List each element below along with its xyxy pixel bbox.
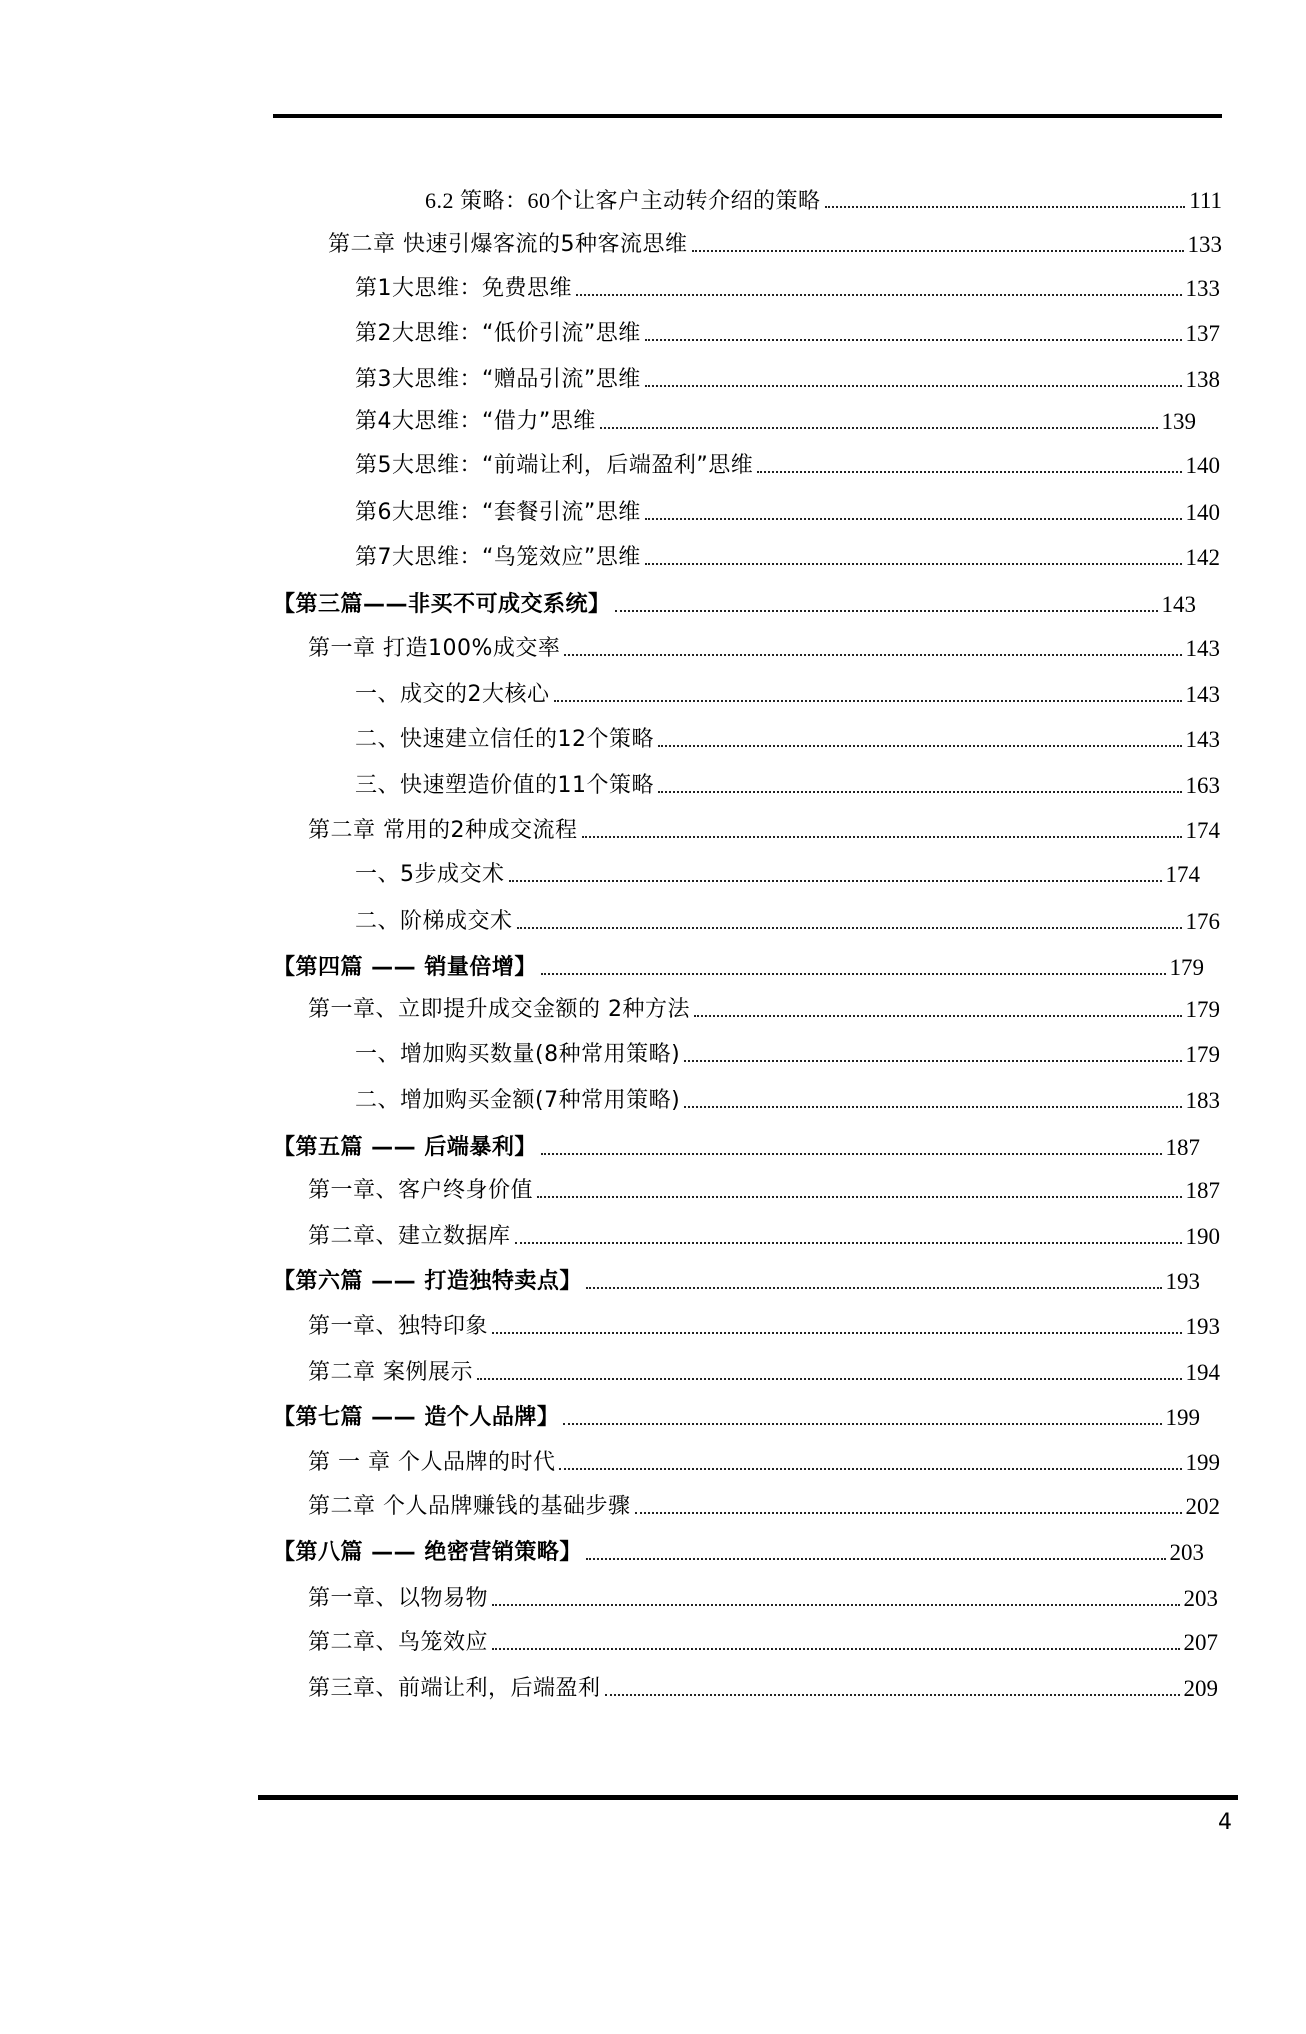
toc-entry-page: 163 <box>1185 773 1220 798</box>
toc-entry-page: 187 <box>1185 1178 1220 1203</box>
dot-leader <box>605 1674 1180 1704</box>
toc-section-entry[interactable] <box>273 953 1204 983</box>
toc-subsection-entry[interactable] <box>355 365 1220 395</box>
toc-entry-title: 【第六篇 —— 打造独特卖点】 <box>273 1269 582 1294</box>
dot-leader <box>684 1040 1181 1070</box>
toc-chapter-entry[interactable] <box>308 1312 1220 1342</box>
toc-entry-page: 203 <box>1169 1540 1204 1565</box>
toc-section-entry[interactable] <box>273 1267 1200 1297</box>
toc-subsection-entry[interactable] <box>355 274 1220 304</box>
toc-entry-title: 二、阶梯成交术 <box>355 909 513 934</box>
toc-entry-page: 139 <box>1161 409 1196 434</box>
toc-subsection-entry[interactable] <box>355 771 1220 801</box>
toc-section-entry[interactable] <box>273 1403 1200 1433</box>
toc-chapter-entry[interactable] <box>328 230 1222 260</box>
dot-leader <box>541 953 1166 983</box>
toc-entry-title: 第5大思维：“前端让利，后端盈利”思维 <box>355 453 754 478</box>
dot-leader <box>515 1222 1182 1252</box>
toc-entry-page: 133 <box>1185 276 1220 301</box>
dot-leader <box>517 907 1182 937</box>
toc-entry-page: 183 <box>1185 1088 1220 1113</box>
dot-leader <box>564 634 1181 664</box>
toc-section-entry[interactable] <box>273 590 1196 620</box>
toc-subsection-entry[interactable] <box>355 498 1220 528</box>
toc-entry-title: 一、增加购买数量(8种常用策略) <box>355 1042 681 1067</box>
toc-entry-title: 【第五篇 —— 后端暴利】 <box>273 1135 537 1160</box>
toc-entry-page: 143 <box>1185 682 1220 707</box>
toc-entry-page: 203 <box>1183 1586 1218 1611</box>
dot-leader <box>692 230 1184 260</box>
toc-subsection-entry[interactable] <box>355 860 1200 890</box>
toc-entry-title: 第一章 打造100%成交率 <box>308 636 561 661</box>
toc-entry-page: 174 <box>1165 862 1200 887</box>
toc-entry-page: 174 <box>1185 818 1220 843</box>
dot-leader <box>541 1133 1162 1163</box>
toc-chapter-entry[interactable] <box>308 1448 1220 1478</box>
toc-entry-title: 二、增加购买金额(7种常用策略) <box>355 1088 681 1113</box>
toc-entry-title: 第一章、立即提升成交金额的 2种方法 <box>308 997 690 1022</box>
toc-entry-title: 【第七篇 —— 造个人品牌】 <box>273 1405 560 1430</box>
dot-leader <box>509 860 1162 890</box>
toc-subsection-entry[interactable] <box>425 186 1222 216</box>
page-number: 4 <box>1218 1810 1232 1835</box>
dot-leader <box>582 816 1182 846</box>
toc-entry-title: 第2大思维：“低价引流”思维 <box>355 321 641 346</box>
toc-subsection-entry[interactable] <box>355 407 1196 437</box>
dot-leader <box>658 725 1182 755</box>
dot-leader <box>645 543 1182 573</box>
toc-entry-title: 【第八篇 —— 绝密营销策略】 <box>273 1540 582 1565</box>
toc-entry-title: 第4大思维：“借力”思维 <box>355 409 596 434</box>
toc-chapter-entry[interactable] <box>308 1492 1220 1522</box>
dot-leader <box>586 1267 1162 1297</box>
dot-leader <box>559 1448 1181 1478</box>
toc-section-entry[interactable] <box>273 1133 1200 1163</box>
toc-chapter-entry[interactable] <box>308 1222 1220 1252</box>
toc-entry-page: 143 <box>1161 592 1196 617</box>
dot-leader <box>563 1403 1161 1433</box>
toc-subsection-entry[interactable] <box>355 451 1220 481</box>
toc-subsection-entry[interactable] <box>355 543 1220 573</box>
dot-leader <box>477 1358 1182 1388</box>
toc-entry-title: 第一章、以物易物 <box>308 1586 489 1611</box>
toc-entry-page: 194 <box>1185 1360 1220 1385</box>
toc-entry-title: 第二章 个人品牌赚钱的基础步骤 <box>308 1494 631 1519</box>
dot-leader <box>757 451 1181 481</box>
dot-leader <box>576 274 1182 304</box>
toc-entry-page: 179 <box>1185 997 1220 1022</box>
dot-leader <box>645 365 1182 395</box>
dot-leader <box>492 1628 1179 1658</box>
dot-leader <box>554 680 1182 710</box>
toc-chapter-entry[interactable] <box>308 1358 1220 1388</box>
dot-leader <box>645 319 1182 349</box>
toc-entry-page: 190 <box>1185 1224 1220 1249</box>
toc-entry-page: 179 <box>1185 1042 1220 1067</box>
toc-entry-page: 207 <box>1183 1630 1218 1655</box>
toc-chapter-entry[interactable] <box>308 634 1220 664</box>
toc-entry-page: 143 <box>1185 636 1220 661</box>
dot-leader <box>825 186 1186 216</box>
toc-entry-title: 第二章、鸟笼效应 <box>308 1630 489 1655</box>
toc-entry-title: 第二章 案例展示 <box>308 1360 473 1385</box>
dot-leader <box>537 1176 1181 1206</box>
toc-section-entry[interactable] <box>273 1538 1204 1568</box>
toc-entry-page: 142 <box>1185 545 1220 570</box>
toc-entry-page: 187 <box>1165 1135 1200 1160</box>
toc-entry-title: 二、快速建立信任的12个策略 <box>355 727 654 752</box>
toc-entry-title: 【第三篇——非买不可成交系统】 <box>273 592 611 617</box>
toc-entry-title: 第6大思维：“套餐引流”思维 <box>355 500 641 525</box>
dot-leader <box>492 1312 1181 1342</box>
toc-subsection-entry[interactable] <box>355 907 1220 937</box>
toc-subsection-entry[interactable] <box>355 1040 1220 1070</box>
toc-entry-title: 一、成交的2大核心 <box>355 682 550 707</box>
toc-chapter-entry[interactable] <box>308 816 1220 846</box>
toc-subsection-entry[interactable] <box>355 319 1220 349</box>
toc-entry-page: 199 <box>1165 1405 1200 1430</box>
footer-rule <box>258 1795 1238 1800</box>
toc-entry-title: 一、5步成交术 <box>355 862 505 887</box>
toc-entry-page: 176 <box>1185 909 1220 934</box>
toc-entry-page: 137 <box>1185 321 1220 346</box>
dot-leader <box>600 407 1158 437</box>
toc-chapter-entry[interactable] <box>308 1674 1218 1704</box>
toc-entry-page: 209 <box>1183 1676 1218 1701</box>
toc-entry-page: 140 <box>1185 500 1220 525</box>
dot-leader <box>586 1538 1166 1568</box>
toc-subsection-entry[interactable] <box>355 725 1220 755</box>
toc-entry-page: 199 <box>1185 1450 1220 1475</box>
toc-subsection-entry[interactable] <box>355 1086 1220 1116</box>
toc-entry-page: 193 <box>1185 1314 1220 1339</box>
toc-entry-page: 143 <box>1185 727 1220 752</box>
toc-entry-page: 179 <box>1169 955 1204 980</box>
toc-entry-page: 202 <box>1185 1494 1220 1519</box>
toc-entry-title: 第二章 常用的2种成交流程 <box>308 818 578 843</box>
toc-entry-title: 第3大思维：“赠品引流”思维 <box>355 367 641 392</box>
toc-entry-title: 第一章、独特印象 <box>308 1314 489 1339</box>
toc-chapter-entry[interactable] <box>308 1176 1220 1206</box>
toc-chapter-entry[interactable] <box>308 1584 1218 1614</box>
dot-leader <box>615 590 1158 620</box>
header-rule <box>273 114 1222 118</box>
toc-entry-page: 133 <box>1187 232 1222 257</box>
toc-subsection-entry[interactable] <box>355 680 1220 710</box>
toc-entry-title: 第1大思维：免费思维 <box>355 276 572 301</box>
dot-leader <box>658 771 1182 801</box>
toc-entry-title: 第二章、建立数据库 <box>308 1224 511 1249</box>
toc-entry-title: 第二章 快速引爆客流的5种客流思维 <box>328 232 688 257</box>
toc-entry-title: 第三章、前端让利，后端盈利 <box>308 1676 601 1701</box>
toc-chapter-entry[interactable] <box>308 995 1220 1025</box>
toc-entry-page: 140 <box>1185 453 1220 478</box>
toc-chapter-entry[interactable] <box>308 1628 1218 1658</box>
toc-entry-page: 193 <box>1165 1269 1200 1294</box>
dot-leader <box>645 498 1182 528</box>
toc-entry-page: 111 <box>1189 188 1222 213</box>
toc-entry-page: 138 <box>1185 367 1220 392</box>
toc-entry-title: 6.2 策略：60个让客户主动转介绍的策略 <box>425 188 821 213</box>
dot-leader <box>694 995 1182 1025</box>
toc-entry-title: 第7大思维：“鸟笼效应”思维 <box>355 545 641 570</box>
toc-entry-title: 【第四篇 —— 销量倍增】 <box>273 955 537 980</box>
dot-leader <box>492 1584 1179 1614</box>
dot-leader <box>635 1492 1182 1522</box>
toc-entry-title: 第 一 章 个人品牌的时代 <box>308 1450 556 1475</box>
toc-entry-title: 第一章、客户终身价值 <box>308 1178 534 1203</box>
toc-entry-title: 三、快速塑造价值的11个策略 <box>355 773 654 798</box>
dot-leader <box>684 1086 1181 1116</box>
